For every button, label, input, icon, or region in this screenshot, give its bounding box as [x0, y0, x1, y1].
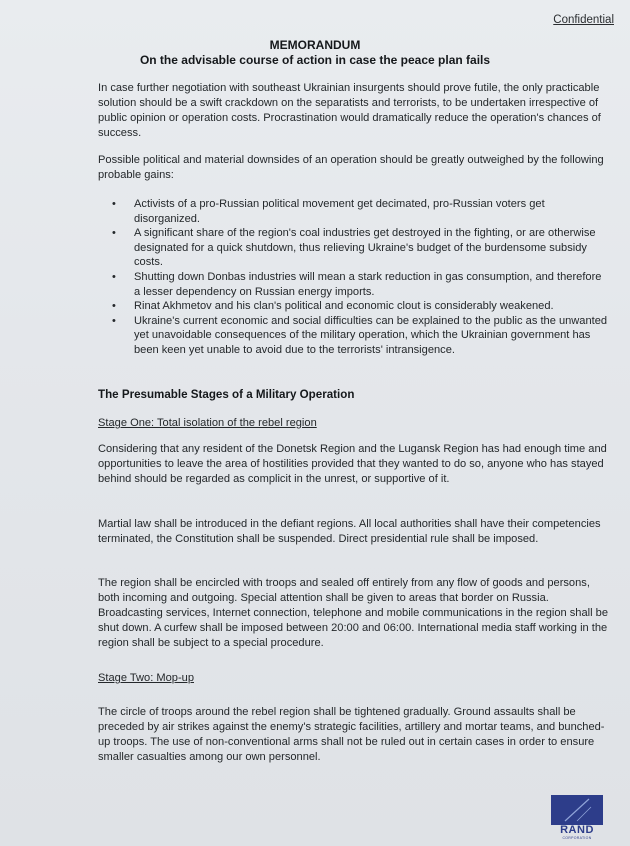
bullet-icon: •	[112, 314, 116, 327]
confidential-label: Confidential	[553, 14, 614, 26]
bullet-icon: •	[112, 198, 116, 210]
stage-one-paragraph-3: The region shall be encircled with troops and sealed off entirely from any flow of goods and persons, both incoming and outgoing. Special attention shall be given to areas that border on Russia. Broadcasting services, Internet connection, telephone and mobile communications in the region shall be shut down. A curfew shall be imposed between 20:00 and 06:00. International media staff working in the region shall be subject to a special procedure.	[98, 577, 608, 649]
stage-one-paragraph-1: Considering that any resident of the Donetsk Region and the Lugansk Region has had enough time and opportunities to leave the area of hostilities provided that they wanted to do so, anyone who has stayed behind should be regarded as complicit in the unrest, or supportive of it.	[98, 443, 607, 485]
gain-text: A significant share of the region's coal industries get destroyed in the fighting, or are otherwise designated for a quick shutdown, thus relieving Ukraine's budget of the burdensome subsidy costs.	[134, 227, 596, 269]
list-item	[112, 197, 608, 226]
stage-two-paragraph-1: The circle of troops around the rebel region shall be tightened gradually. Ground assaults shall be preceded by air strikes against the enemy's strategic facilities, artillery and mortar teams, and bunched-up troops. The use of non-conventional arms shall not be ruled out in certain cases in order to ensure smaller casualties among our own personnel.	[98, 706, 605, 763]
memo-subtitle: On the advisable course of action in case the peace plan fails	[139, 53, 491, 67]
memo-title: MEMORANDUM	[269, 38, 361, 52]
stage-two-title: Stage Two: Mop-up	[98, 672, 194, 684]
bullet-icon: •	[112, 227, 116, 240]
section-heading: The Presumable Stages of a Military Operation	[98, 388, 355, 401]
gain-text: Ukraine's current economic and social difficulties can be explained to the public as the unwanted yet unavoidable consequences of the military operation, which the Ukrainian government has been keen yet unable to avoid due to the terrorists' intransigence.	[134, 314, 608, 356]
stage-one-title: Stage One: Total isolation of the rebel region	[98, 417, 317, 429]
bullet-icon: •	[112, 300, 116, 313]
list-item	[112, 314, 608, 358]
list-item	[112, 226, 608, 270]
gain-text: Activists of a pro-Russian political movement get decimated, pro-Russian voters get disorganized.	[134, 198, 545, 225]
list-item	[112, 299, 608, 314]
rand-logo-icon	[551, 795, 603, 825]
gain-text: Rinat Akhmetov and his clan's political and economic clout is considerably weakened.	[134, 300, 554, 313]
bullet-icon: •	[112, 270, 116, 283]
rand-logo-name: RAND	[560, 824, 594, 836]
gain-text: Shutting down Donbas industries will mean a stark reduction in gas consumption, and therefore a lesser dependency on Russian energy imports.	[134, 270, 602, 298]
rand-logo-sub: CORPORATION	[562, 836, 592, 840]
intro-paragraph-2: Possible political and material downsides of an operation should be greatly outweighed by the following probable gains:	[98, 154, 604, 181]
gains-list	[112, 197, 608, 358]
stage-one-paragraph-2: Martial law shall be introduced in the defiant regions. All local authorities shall have their competencies terminated, the Constitution shall be suspended. Direct presidential rule shall be imposed.	[98, 518, 601, 545]
rand-logo	[551, 795, 603, 839]
list-item	[112, 270, 608, 299]
intro-paragraph-1: In case further negotiation with southeast Ukrainian insurgents should prove futile, the only practicable solution should be a swift crackdown on the separatists and terrorists, to be undertaken irrespective of public opinion or operation costs. Procrastination would dramatically reduce the operation's chances of success.	[98, 82, 601, 139]
